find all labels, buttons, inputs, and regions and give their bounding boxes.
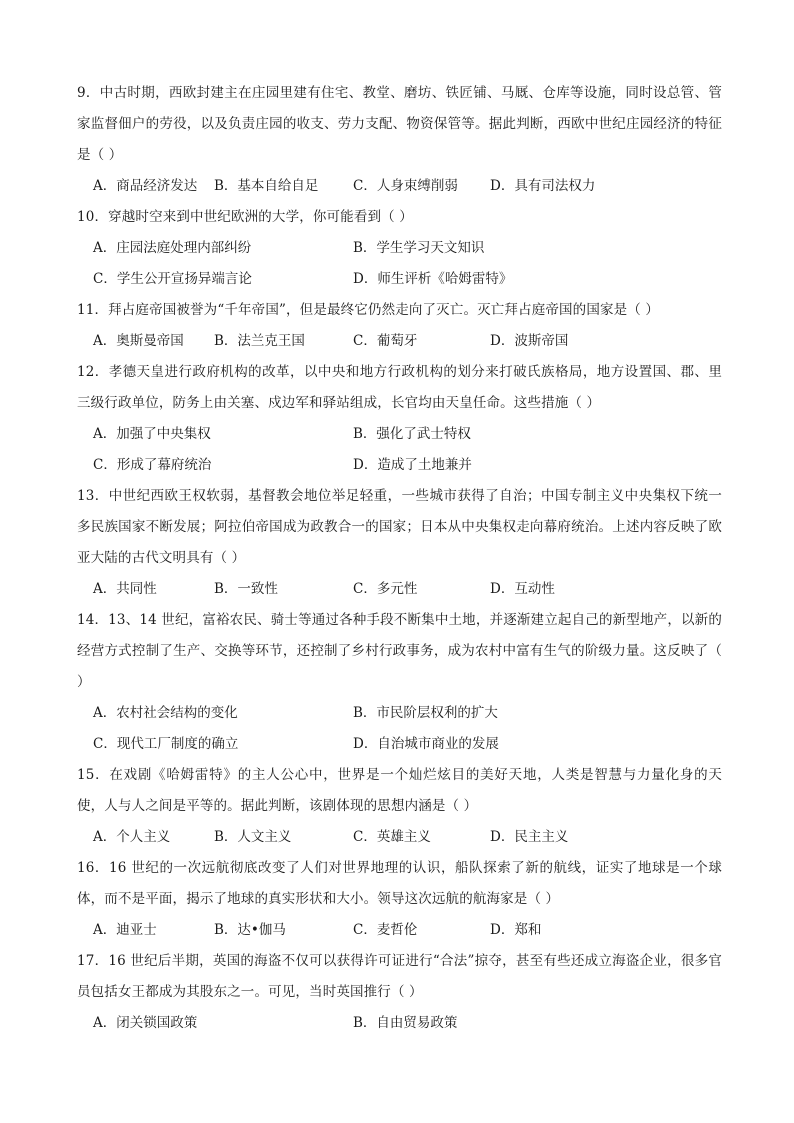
option-d: D．波斯帝国 (490, 333, 569, 349)
option-d: D．互动性 (490, 581, 555, 597)
option-row (77, 915, 722, 946)
option-a: A．奥斯曼帝国 (93, 333, 184, 349)
option-row (77, 419, 722, 450)
question-stem: 13．中世纪西欧王权软弱，基督教会地位举足轻重，一些城市获得了自治；中国专制主义中央集权下统一多民族国家不断发展；阿拉伯帝国成为政教合一的国家；日本从中央集权走向幕府统治。上述内容反映了欧亚大陆的古代文明具有（ ） (77, 488, 722, 566)
option-row (77, 729, 722, 760)
option-b: B．基本自给自足 (214, 178, 319, 194)
option-a: A．庄园法庭处理内部纠纷 (93, 240, 252, 256)
option-row (77, 1008, 722, 1039)
option-d: D．自治城市商业的发展 (353, 736, 499, 752)
option-a: A．迪亚士 (93, 922, 157, 938)
option-d: D．造成了土地兼并 (353, 457, 472, 473)
question-list (77, 78, 722, 1039)
option-c: C．形成了幕府统治 (93, 457, 212, 473)
question-17 (77, 946, 722, 1039)
option-row (77, 171, 722, 202)
question-11 (77, 295, 722, 357)
option-b: B．学生学习天文知识 (353, 240, 485, 256)
option-d: D．具有司法权力 (490, 178, 596, 194)
question-9 (77, 78, 722, 202)
option-b: B．达•伽马 (214, 922, 286, 938)
option-a: A．闭关锁国政策 (93, 1015, 198, 1031)
option-d: D．师生评析《哈姆雷特》 (353, 271, 513, 287)
question-stem: 12．孝德天皇进行政府机构的改革，以中央和地方行政机构的划分来打破氏族格局，地方设置国、郡、里三级行政单位，防务上由关塞、戍边军和驿站组成，长官均由天皇任命。这些措施（ ） (77, 364, 722, 411)
option-c: C．英雄主义 (353, 829, 431, 845)
option-c: C．多元性 (353, 581, 418, 597)
option-c: C．现代工厂制度的确立 (93, 736, 239, 752)
option-a: A．农村社会结构的变化 (93, 705, 238, 721)
question-stem: 14．13、14 世纪，富裕农民、骑士等通过各种手段不断集中土地，并逐渐建立起自己的新型地产，以新的经营方式控制了生产、交换等环节，还控制了乡村行政事务，成为农村中富有生气的阶级力量。这反映了（ ） (77, 612, 722, 690)
option-row (77, 233, 722, 264)
option-row (77, 326, 722, 357)
option-row (77, 264, 722, 295)
option-row (77, 450, 722, 481)
option-b: B．人文主义 (214, 829, 292, 845)
option-b: B．市民阶层权利的扩大 (353, 705, 498, 721)
option-b: B．一致性 (214, 581, 278, 597)
option-row (77, 698, 722, 729)
question-stem: 11．拜占庭帝国被誉为“千年帝国”，但是最终它仍然走向了灭亡。灭亡拜占庭帝国的国家是（ ） (77, 302, 660, 318)
option-row (77, 822, 722, 853)
question-14 (77, 605, 722, 760)
option-c: C．人身束缚削弱 (353, 178, 458, 194)
question-stem: 15．在戏剧《哈姆雷特》的主人公心中，世界是一个灿烂炫目的美好天地，人类是智慧与力量化身的天使，人与人之间是平等的。据此判断，该剧体现的思想内涵是（ ） (77, 767, 722, 814)
option-d: D．民主主义 (490, 829, 569, 845)
question-13 (77, 481, 722, 605)
option-a: A．共同性 (93, 581, 157, 597)
question-stem: 10．穿越时空来到中世纪欧洲的大学，你可能看到（ ） (77, 209, 413, 225)
option-a: A．个人主义 (93, 829, 171, 845)
option-c: C．麦哲伦 (353, 922, 418, 938)
option-b: B．法兰克王国 (214, 333, 305, 349)
option-c: C．葡萄牙 (353, 333, 418, 349)
question-12 (77, 357, 722, 481)
question-stem: 16．16 世纪的一次远航彻底改变了人们对世界地理的认识，船队探索了新的航线，证实了地球是一个球体，而不是平面，揭示了地球的真实形状和大小。领导这次远航的航海家是（ ） (77, 860, 722, 907)
question-16 (77, 853, 722, 946)
option-d: D．郑和 (490, 922, 542, 938)
option-b: B．自由贸易政策 (353, 1015, 458, 1031)
question-10 (77, 202, 722, 295)
option-b: B．强化了武士特权 (353, 426, 471, 442)
option-a: A．加强了中央集权 (93, 426, 211, 442)
question-stem: 17．16 世纪后半期，英国的海盗不仅可以获得许可证进行“合法”掠夺，甚至有些还成立海盗企业，很多官员包括女王都成为其股东之一。可见，当时英国推行（ ） (77, 953, 722, 1000)
question-15 (77, 760, 722, 853)
option-c: C．学生公开宣扬异端言论 (93, 271, 252, 287)
option-row (77, 574, 722, 605)
question-stem: 9．中古时期，西欧封建主在庄园里建有住宅、教堂、磨坊、铁匠铺、马厩、仓库等设施，同时设总管、管家监督佃户的劳役，以及负责庄园的收支、劳力支配、物资保管等。据此判断，西欧中世纪庄园经济的特征是（ ） (77, 85, 722, 163)
option-a: A．商品经济发达 (93, 178, 198, 194)
